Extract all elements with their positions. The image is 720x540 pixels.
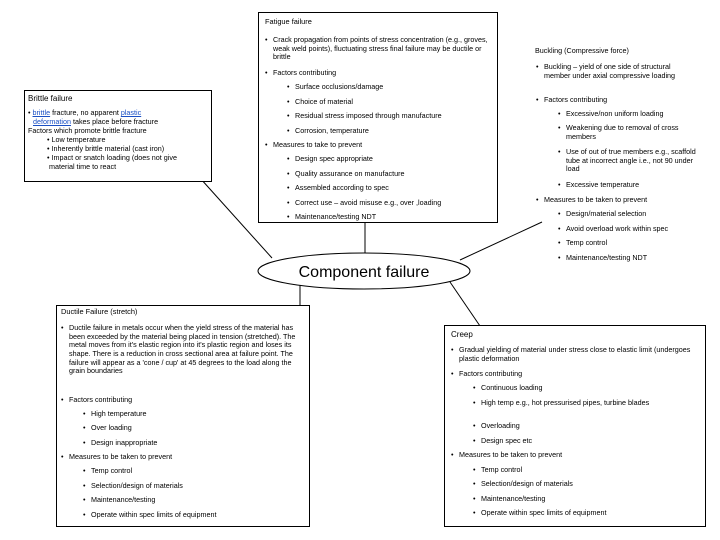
fatigue-bullet-dot: •: [265, 68, 268, 77]
fatigue-sub-dot: •: [287, 111, 290, 120]
fatigue-sub-dot: •: [287, 154, 290, 163]
buckling-bullet-2: Factors contributing: [544, 95, 608, 104]
ductile-factor-1: High temperature: [91, 409, 147, 418]
ductile-sub-dot: •: [83, 510, 86, 519]
fatigue-measure-1: Design spec appropriate: [295, 154, 373, 163]
creep-sub-dot: •: [473, 494, 476, 503]
ductile-sub-dot: •: [83, 495, 86, 504]
buckling-bullet-dot: •: [536, 95, 539, 104]
creep-bullet-dot: •: [451, 369, 454, 378]
fatigue-bullet-dot: •: [265, 35, 268, 44]
brittle-title: Brittle failure: [28, 94, 73, 103]
buckling-sub-dot: •: [558, 147, 561, 156]
buckling-factor-4: Excessive temperature: [566, 180, 640, 189]
creep-sub-dot: •: [473, 398, 476, 407]
ductile-title: Ductile Failure (stretch): [61, 307, 138, 316]
buckling-bullet-3: Measures to be taken to prevent: [544, 195, 648, 204]
fatigue-measure-5: Maintenance/testing NDT: [295, 212, 377, 221]
buckling-measure-1: Design/material selection: [566, 209, 647, 218]
connector-buckling: [460, 222, 542, 260]
brittle-factors-heading: Factors which promote brittle fracture: [28, 126, 147, 135]
ductile-bullet-3: Measures to be taken to prevent: [69, 452, 173, 461]
ductile-bullet-1: Ductile failure in metals occur when the yield stress of the material has been exceeded by the material being placed in tension (stretched). The metal moves from it's elastic region into it's plastic region and loses its shape. There is a reduction in cross sectional area at failure point. The failure will appear as a 'cone / cup' at 45 degrees to the load along the grain boundaries: [69, 323, 296, 376]
ductile-sub-dot: •: [83, 409, 86, 418]
buckling-sub-dot: •: [558, 209, 561, 218]
creep-bullet-dot: •: [451, 345, 454, 354]
creep-sub-dot: •: [473, 436, 476, 445]
buckling-bullet-1: Buckling – yield of one side of structural member under axial compressive loading: [544, 62, 676, 80]
brittle-box: [24, 90, 212, 182]
creep-measure-4: Operate within spec limits of equipment: [481, 508, 607, 517]
fatigue-measure-2: Quality assurance on manufacture: [295, 169, 405, 178]
creep-factor-2: High temp e.g., hot pressurised pipes, turbine blades: [481, 398, 650, 407]
fatigue-sub-dot: •: [287, 97, 290, 106]
deformation-link[interactable]: deformation: [33, 117, 71, 126]
brittle-link[interactable]: brittle: [32, 108, 51, 117]
ductile-box: [56, 305, 310, 527]
fatigue-sub-dot: •: [287, 198, 290, 207]
ductile-sub-dot: •: [83, 438, 86, 447]
ductile-sub-dot: •: [83, 423, 86, 432]
buckling-sub-dot: •: [558, 123, 561, 132]
creep-sub-dot: •: [473, 421, 476, 430]
buckling-title: Buckling (Compressive force): [535, 46, 629, 55]
creep-bullet-1: Gradual yielding of material under stress close to elastic limit (undergoes plastic deformation: [459, 345, 691, 363]
creep-sub-dot: •: [473, 383, 476, 392]
fatigue-measure-4: Correct use – avoid misuse e.g., over ,loading: [295, 198, 442, 207]
ductile-bullet-dot: •: [61, 452, 64, 461]
creep-measure-1: Temp control: [481, 465, 523, 474]
buckling-bullet-dot: •: [536, 62, 539, 71]
creep-factor-4: Design spec etc: [481, 436, 533, 445]
fatigue-sub-dot: •: [287, 82, 290, 91]
creep-box: [444, 325, 706, 527]
buckling-sub-dot: •: [558, 180, 561, 189]
creep-factor-1: Continuous loading: [481, 383, 543, 392]
buckling-measure-2: Avoid overload work within spec: [566, 224, 669, 233]
ductile-sub-dot: •: [83, 481, 86, 490]
ductile-measure-1: Temp control: [91, 466, 133, 475]
fatigue-sub-dot: •: [287, 183, 290, 192]
creep-bullet-3: Measures to be taken to prevent: [459, 450, 563, 459]
creep-sub-dot: •: [473, 508, 476, 517]
fatigue-bullet-1: Crack propagation from points of stress concentration (e.g., groves, weak weld points), fluctuating stress final failure may be ductile or brittle: [273, 35, 488, 62]
fatigue-factor-4: Corrosion, temperature: [295, 126, 369, 135]
fatigue-factor-1: Surface occlusions/damage: [295, 82, 384, 91]
fatigue-sub-dot: •: [287, 126, 290, 135]
buckling-measure-3: Temp control: [566, 238, 608, 247]
creep-factor-3: Overloading: [481, 421, 520, 430]
center-title: Component failure: [298, 264, 430, 281]
fatigue-factor-2: Choice of material: [295, 97, 353, 106]
creep-title: Creep: [451, 330, 473, 339]
ductile-measure-4: Operate within spec limits of equipment: [91, 510, 217, 519]
fatigue-title: Fatigue failure: [265, 17, 312, 26]
buckling-bullet-dot: •: [536, 195, 539, 204]
creep-bullet-2: Factors contributing: [459, 369, 523, 378]
ductile-factor-3: Design inappropriate: [91, 438, 158, 447]
ductile-measure-2: Selection/design of materials: [91, 481, 183, 490]
ductile-factor-2: Over loading: [91, 423, 132, 432]
ductile-measure-3: Maintenance/testing: [91, 495, 156, 504]
buckling-sub-dot: •: [558, 109, 561, 118]
creep-sub-dot: •: [473, 479, 476, 488]
brittle-factor-1: • Low temperature: [47, 135, 106, 144]
brittle-line-1-mid: fracture, no apparent: [50, 108, 121, 117]
buckling-factor-2: Weakening due to removal of cross members: [566, 123, 679, 141]
fatigue-bullet-2: Factors contributing: [273, 68, 337, 77]
fatigue-sub-dot: •: [287, 169, 290, 178]
fatigue-factor-3: Residual stress imposed through manufacture: [295, 111, 442, 120]
buckling-sub-dot: •: [558, 224, 561, 233]
buckling-sub-dot: •: [558, 253, 561, 262]
creep-bullet-dot: •: [451, 450, 454, 459]
buckling-measure-4: Maintenance/testing NDT: [566, 253, 648, 262]
brittle-line-2-rest: takes place before fracture: [70, 117, 159, 126]
buckling-factor-3: Use of out of true members e.g., scaffold tube at incorrect angle i.e., not 90 under load: [566, 147, 696, 174]
fatigue-sub-dot: •: [287, 212, 290, 221]
brittle-factor-2: • Inherently brittle material (cast iron): [47, 144, 165, 153]
brittle-factor-3: • Impact or snatch loading (does not give: [47, 153, 177, 162]
brittle-factor-3-cont: material time to react: [49, 162, 117, 171]
plastic-link[interactable]: plastic: [120, 108, 142, 117]
fatigue-bullet-dot: •: [265, 140, 268, 149]
ductile-bullet-2: Factors contributing: [69, 395, 133, 404]
fatigue-measure-3: Assembled according to spec: [295, 183, 389, 192]
brittle-bullet-dot: •: [28, 108, 33, 117]
creep-measure-2: Selection/design of materials: [481, 479, 573, 488]
fatigue-bullet-3: Measures to take to prevent: [273, 140, 363, 149]
creep-sub-dot: •: [473, 465, 476, 474]
fatigue-box: [258, 12, 498, 223]
ductile-bullet-dot: •: [61, 395, 64, 404]
buckling-sub-dot: •: [558, 238, 561, 247]
ductile-sub-dot: •: [83, 466, 86, 475]
creep-measure-3: Maintenance/testing: [481, 494, 546, 503]
ductile-bullet-dot: •: [61, 323, 64, 332]
buckling-factor-1: Excessive/non uniform loading: [566, 109, 664, 118]
